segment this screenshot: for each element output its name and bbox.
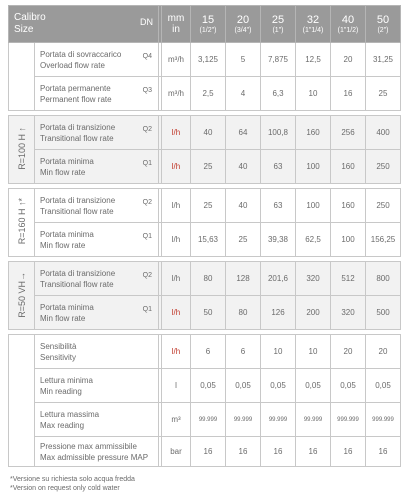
- unit-cell: l/h: [162, 335, 191, 369]
- dn-label: DN: [140, 17, 153, 27]
- label-it: Portata di transizione: [40, 122, 116, 132]
- value-cell: 12,5: [296, 43, 331, 77]
- row-label: [35, 369, 159, 403]
- value-cell: 0,05: [261, 369, 296, 403]
- dn-in: (2"): [377, 26, 389, 34]
- dn-mm: 20: [236, 13, 250, 26]
- value-cell: 5: [226, 43, 261, 77]
- value-cell: 40: [226, 150, 261, 184]
- value-cell: 25: [191, 150, 226, 184]
- calibro-label: Calibro: [14, 12, 46, 23]
- value-cell: 15,63: [191, 223, 226, 257]
- unit-cell: m³/h: [162, 43, 191, 77]
- value-cell: 126: [261, 296, 296, 330]
- label-it: Sensibilità: [40, 341, 77, 351]
- dn-in: (1"): [272, 26, 284, 34]
- label-it: Pressione max ammissibile: [40, 441, 137, 451]
- specification-table: [8, 5, 401, 467]
- value-cell: 40: [191, 116, 226, 150]
- value-cell: 160: [331, 189, 366, 223]
- row-label: [35, 403, 159, 437]
- size-header: [9, 6, 159, 43]
- unit-cell: bar: [162, 437, 191, 467]
- dn-in: (1"1/2): [337, 26, 359, 34]
- empty-group-cell: [9, 335, 35, 467]
- dn-mm: 25: [271, 13, 285, 26]
- label-en: Min flow rate: [40, 240, 86, 250]
- value-cell: 99.999: [296, 403, 331, 437]
- value-cell: 10: [261, 335, 296, 369]
- value-cell: 16: [331, 437, 366, 467]
- value-cell: 16: [226, 437, 261, 467]
- unit-cell: m³: [162, 403, 191, 437]
- value-cell: 800: [366, 262, 401, 296]
- label-it: Lettura massima: [40, 409, 100, 419]
- label-en: Sensitivity: [40, 352, 77, 362]
- dn-mm: 15: [201, 13, 215, 26]
- dn-column-header: [296, 6, 331, 43]
- value-cell: 4: [226, 77, 261, 111]
- value-cell: 100: [296, 189, 331, 223]
- value-cell: 16: [296, 437, 331, 467]
- unit-cell: l/h: [162, 296, 191, 330]
- label-it: Lettura minima: [40, 375, 93, 385]
- value-cell: 62,5: [296, 223, 331, 257]
- label-en: Min flow rate: [40, 313, 86, 323]
- dn-column-header: [366, 6, 401, 43]
- unit-in-label: in: [172, 24, 180, 35]
- dn-mm: 50: [376, 13, 390, 26]
- value-cell: 512: [331, 262, 366, 296]
- symbol: Q2: [142, 126, 152, 133]
- label-en: Transitional flow rate: [40, 279, 114, 289]
- value-cell: 6,3: [261, 77, 296, 111]
- value-cell: 156,25: [366, 223, 401, 257]
- table-row-overload: [9, 43, 401, 77]
- value-cell: 63: [261, 150, 296, 184]
- value-cell: 0,05: [191, 369, 226, 403]
- unit-cell: l/h: [162, 150, 191, 184]
- symbol: Q4: [142, 53, 152, 60]
- table-row-pressure: [9, 437, 401, 467]
- value-cell: 20: [331, 335, 366, 369]
- dn-in: (1/2"): [199, 26, 217, 34]
- label-it: Portata minima: [40, 302, 94, 312]
- value-cell: 20: [331, 43, 366, 77]
- table-row-sensitivity: [9, 335, 401, 369]
- value-cell: 160: [296, 116, 331, 150]
- unit-mm-label: mm: [167, 13, 185, 24]
- table-row-r50-min: [9, 296, 401, 330]
- row-label: [35, 437, 159, 467]
- value-cell: 25: [191, 189, 226, 223]
- unit-cell: l/h: [162, 223, 191, 257]
- value-cell: 320: [331, 296, 366, 330]
- row-label: [35, 150, 159, 184]
- label-en: Transitional flow rate: [40, 133, 114, 143]
- value-cell: 999.999: [366, 403, 401, 437]
- label-en: Max reading: [40, 420, 85, 430]
- group-label-text: R=160 H ↑*: [16, 198, 27, 245]
- value-cell: 128: [226, 262, 261, 296]
- table-row-r100-min: [9, 150, 401, 184]
- row-label: [35, 116, 159, 150]
- value-cell: 320: [296, 262, 331, 296]
- dn-column-header: [261, 6, 296, 43]
- dn-column-header: [226, 6, 261, 43]
- value-cell: 0,05: [331, 369, 366, 403]
- value-cell: 16: [366, 437, 401, 467]
- value-cell: 39,38: [261, 223, 296, 257]
- value-cell: 999.999: [331, 403, 366, 437]
- dn-in: (1"1/4): [302, 26, 324, 34]
- label-it: Portata di transizione: [40, 195, 116, 205]
- table-row-minreading: [9, 369, 401, 403]
- footnote-it: *Versione su richiesta solo acqua fredda: [10, 476, 135, 483]
- size-label: Size: [14, 24, 34, 35]
- value-cell: 500: [366, 296, 401, 330]
- group-label-r50: [9, 262, 35, 330]
- label-it: Portata minima: [40, 156, 94, 166]
- table-row-r160-transition: [9, 189, 401, 223]
- label-en: Overload flow rate: [40, 60, 105, 70]
- value-cell: 20: [366, 335, 401, 369]
- symbol: Q1: [142, 160, 152, 167]
- label-it: Portata minima: [40, 229, 94, 239]
- table-row-permanent: [9, 77, 401, 111]
- group-label-text: R=50 VH→: [16, 271, 27, 318]
- dn-column-header: [191, 6, 226, 43]
- value-cell: 16: [261, 437, 296, 467]
- dn-mm: 32: [306, 13, 320, 26]
- value-cell: 99.999: [226, 403, 261, 437]
- value-cell: 2,5: [191, 77, 226, 111]
- label-en: Transitional flow rate: [40, 206, 114, 216]
- value-cell: 0,05: [366, 369, 401, 403]
- table-row-r50-transition: [9, 262, 401, 296]
- value-cell: 0,05: [296, 369, 331, 403]
- value-cell: 6: [226, 335, 261, 369]
- value-cell: 6: [191, 335, 226, 369]
- footnote-en: *Version on request only cold water: [10, 485, 120, 492]
- value-cell: 256: [331, 116, 366, 150]
- value-cell: 63: [261, 189, 296, 223]
- label-it: Portata permanente: [40, 83, 111, 93]
- value-cell: 16: [191, 437, 226, 467]
- dn-mm: 40: [341, 13, 355, 26]
- label-en: Max admissible pressure MAP: [40, 452, 149, 462]
- unit-cell: l/h: [162, 189, 191, 223]
- value-cell: 99.999: [191, 403, 226, 437]
- symbol: Q2: [142, 199, 152, 206]
- value-cell: 16: [331, 77, 366, 111]
- group-label-r160: [9, 189, 35, 257]
- dn-column-header: [331, 6, 366, 43]
- value-cell: 100,8: [261, 116, 296, 150]
- value-cell: 50: [191, 296, 226, 330]
- value-cell: 80: [226, 296, 261, 330]
- value-cell: 250: [366, 150, 401, 184]
- specification-table-wrapper: [8, 5, 401, 467]
- value-cell: 200: [296, 296, 331, 330]
- header-row: [9, 6, 401, 43]
- row-label: [35, 43, 159, 77]
- value-cell: 160: [331, 150, 366, 184]
- group-label-text: R=100 H ↑: [16, 127, 27, 170]
- value-cell: 31,25: [366, 43, 401, 77]
- unit-cell: l: [162, 369, 191, 403]
- unit-cell: l/h: [162, 262, 191, 296]
- table-row-r160-min: [9, 223, 401, 257]
- symbol: Q1: [142, 233, 152, 240]
- value-cell: 10: [296, 77, 331, 111]
- value-cell: 400: [366, 116, 401, 150]
- value-cell: 100: [296, 150, 331, 184]
- value-cell: 99.999: [261, 403, 296, 437]
- value-cell: 25: [366, 77, 401, 111]
- row-label: [35, 189, 159, 223]
- footnote: [10, 475, 135, 493]
- value-cell: 40: [226, 189, 261, 223]
- symbol: Q1: [142, 306, 152, 313]
- group-label-r100: [9, 116, 35, 184]
- table-row-maxreading: [9, 403, 401, 437]
- value-cell: 3,125: [191, 43, 226, 77]
- value-cell: 64: [226, 116, 261, 150]
- unit-cell: l/h: [162, 116, 191, 150]
- label-en: Permanent flow rate: [40, 94, 112, 104]
- label-en: Min reading: [40, 386, 82, 396]
- unit-header: [162, 6, 191, 43]
- value-cell: 250: [366, 189, 401, 223]
- dn-in: (3/4"): [234, 26, 252, 34]
- symbol: Q2: [142, 272, 152, 279]
- label-it: Portata di transizione: [40, 268, 116, 278]
- label-it: Portata di sovraccarico: [40, 49, 122, 59]
- value-cell: 25: [226, 223, 261, 257]
- value-cell: 0,05: [226, 369, 261, 403]
- row-label: [35, 223, 159, 257]
- table-row-r100-transition: [9, 116, 401, 150]
- value-cell: 201,6: [261, 262, 296, 296]
- value-cell: 10: [296, 335, 331, 369]
- row-label: [35, 262, 159, 296]
- unit-cell: m³/h: [162, 77, 191, 111]
- row-label: [35, 77, 159, 111]
- empty-group-cell: [9, 43, 35, 111]
- value-cell: 100: [331, 223, 366, 257]
- value-cell: 80: [191, 262, 226, 296]
- row-label: [35, 335, 159, 369]
- row-label: [35, 296, 159, 330]
- label-en: Min flow rate: [40, 167, 86, 177]
- symbol: Q3: [142, 87, 152, 94]
- value-cell: 7,875: [261, 43, 296, 77]
